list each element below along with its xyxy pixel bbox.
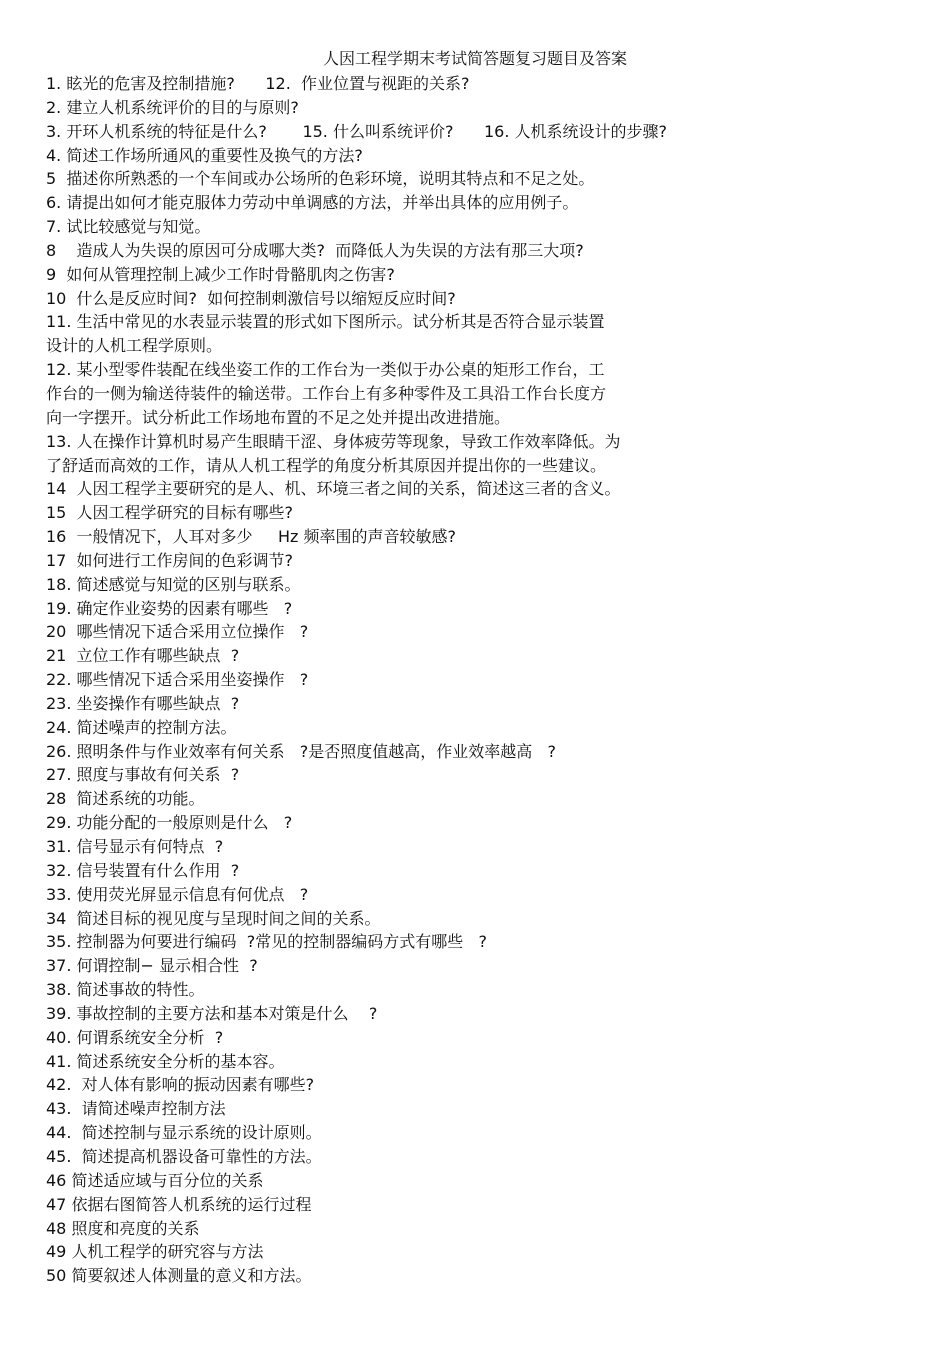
question-line: 41. 简述系统安全分析的基本容。 xyxy=(46,1051,285,1071)
question-line: 26. 照明条件与作业效率有何关系 ?是否照度值越高，作业效率越高 ? xyxy=(46,741,557,761)
question-line: 11. 生活中常见的水表显示装置的形式如下图所示。试分析其是否符合显示装置 xyxy=(46,312,605,332)
question-line: 31. 信号显示有何特点 ? xyxy=(46,837,224,856)
question-line: 向一字摆开。试分析此工作场地布置的不足之处并提出改进措施。 xyxy=(46,407,511,427)
question-line: 15 人因工程学研究的目标有哪些? xyxy=(46,503,294,523)
question-line: 20 哪些情况下适合采用立位操作 ? xyxy=(46,622,309,642)
question-line: 12. 某小型零件装配在线坐姿工作的工作台为一类似于办公桌的矩形工作台，工 xyxy=(46,360,605,380)
question-line: 24. 简述噪声的控制方法。 xyxy=(46,717,237,737)
question-line: 42. 对人体有影响的振动因素有哪些? xyxy=(46,1075,315,1095)
question-line: 47 依据右图简答人机系统的运行过程 xyxy=(46,1194,312,1214)
question-line: 17 如何进行工作房间的色彩调节? xyxy=(46,550,294,570)
question-line: 3. 开环人机系统的特征是什么? 15. 什么叫系统评价? 16. 人机系统设计的步骤? xyxy=(46,121,668,141)
document-title: 人因工程学期末考试简答题复习题目及答案 xyxy=(322,49,627,68)
question-line: 作台的一侧为输送待装件的输送带。工作台上有多种零件及工具沿工作台长度方 xyxy=(46,383,607,403)
question-line: 35. 控制器为何要进行编码 ?常见的控制器编码方式有哪些 ? xyxy=(46,932,487,952)
question-line: 46 简述适应域与百分位的关系 xyxy=(46,1170,264,1190)
question-line: 27. 照度与事故有何关系 ? xyxy=(46,765,240,785)
question-line: 37. 何谓控制− 显示相合性 ? xyxy=(46,956,258,976)
question-line: 44. 简述控制与显示系统的设计原则。 xyxy=(46,1123,322,1143)
question-line: 29. 功能分配的一般原则是什么 ? xyxy=(46,813,293,833)
question-list xyxy=(46,72,926,1288)
question-line: 8 造成人为失误的原因可分成哪大类? 而降低人为失误的方法有那三大项? xyxy=(46,240,584,260)
question-line: 45. 简述提高机器设备可靠性的方法。 xyxy=(46,1146,322,1166)
question-line: 40. 何谓系统安全分析 ? xyxy=(46,1027,224,1047)
question-line: 19. 确定作业姿势的因素有哪些 ? xyxy=(46,598,293,618)
question-line: 43. 请简述噪声控制方法 xyxy=(46,1099,226,1119)
question-line: 32. 信号装置有什么作用 ? xyxy=(46,860,240,880)
question-line: 9 如何从管理控制上减少工作时骨骼肌肉之伤害? xyxy=(46,264,395,284)
question-line: 38. 简述事故的特性。 xyxy=(46,980,205,1000)
question-line: 4. 简述工作场所通风的重要性及换气的方法? xyxy=(46,145,363,165)
question-line: 5 描述你所熟悉的一个车间或办公场所的色彩环境，说明其特点和不足之处。 xyxy=(46,169,595,189)
question-line: 50 简要叙述人体测量的意义和方法。 xyxy=(46,1266,312,1286)
question-line: 16 一般情况下，人耳对多少 Hz 频率围的声音较敏感? xyxy=(46,527,456,547)
question-line: 2. 建立人机系统评价的目的与原则? xyxy=(46,97,299,117)
question-line: 了舒适而高效的工作，请从人机工程学的角度分析其原因并提出你的一些建议。 xyxy=(46,455,607,475)
question-line: 7. 试比较感觉与知觉。 xyxy=(46,217,211,237)
question-line: 14 人因工程学主要研究的是人、机、环境三者之间的关系，简述这三者的含义。 xyxy=(46,479,621,499)
question-line: 39. 事故控制的主要方法和基本对策是什么 ? xyxy=(46,1003,378,1023)
question-line: 33. 使用荧光屏显示信息有何优点 ? xyxy=(46,884,309,904)
question-line: 设计的人机工程学原则。 xyxy=(46,336,223,356)
question-line: 34 简述目标的视见度与呈现时间之间的关系。 xyxy=(46,908,381,928)
question-line: 10 什么是反应时间? 如何控制刺激信号以缩短反应时间? xyxy=(46,288,456,308)
question-line: 18. 简述感觉与知觉的区别与联系。 xyxy=(46,574,301,594)
question-line: 1. 眩光的危害及控制措施? 12. 作业位置与视距的关系? xyxy=(46,74,470,93)
question-line: 6. 请提出如何才能克服体力劳动中单调感的方法，并举出具体的应用例子。 xyxy=(46,193,579,213)
question-line: 21 立位工作有哪些缺点 ? xyxy=(46,646,240,666)
question-line: 23. 坐姿操作有哪些缺点 ? xyxy=(46,693,240,713)
question-line: 13. 人在操作计算机时易产生眼睛干涩、身体疲劳等现象，导致工作效率降低。为 xyxy=(46,431,621,451)
question-line: 48 照度和亮度的关系 xyxy=(46,1218,200,1238)
question-line: 22. 哪些情况下适合采用坐姿操作 ? xyxy=(46,670,309,690)
question-line: 49 人机工程学的研究容与方法 xyxy=(46,1242,264,1262)
question-line: 28 简述系统的功能。 xyxy=(46,789,205,809)
